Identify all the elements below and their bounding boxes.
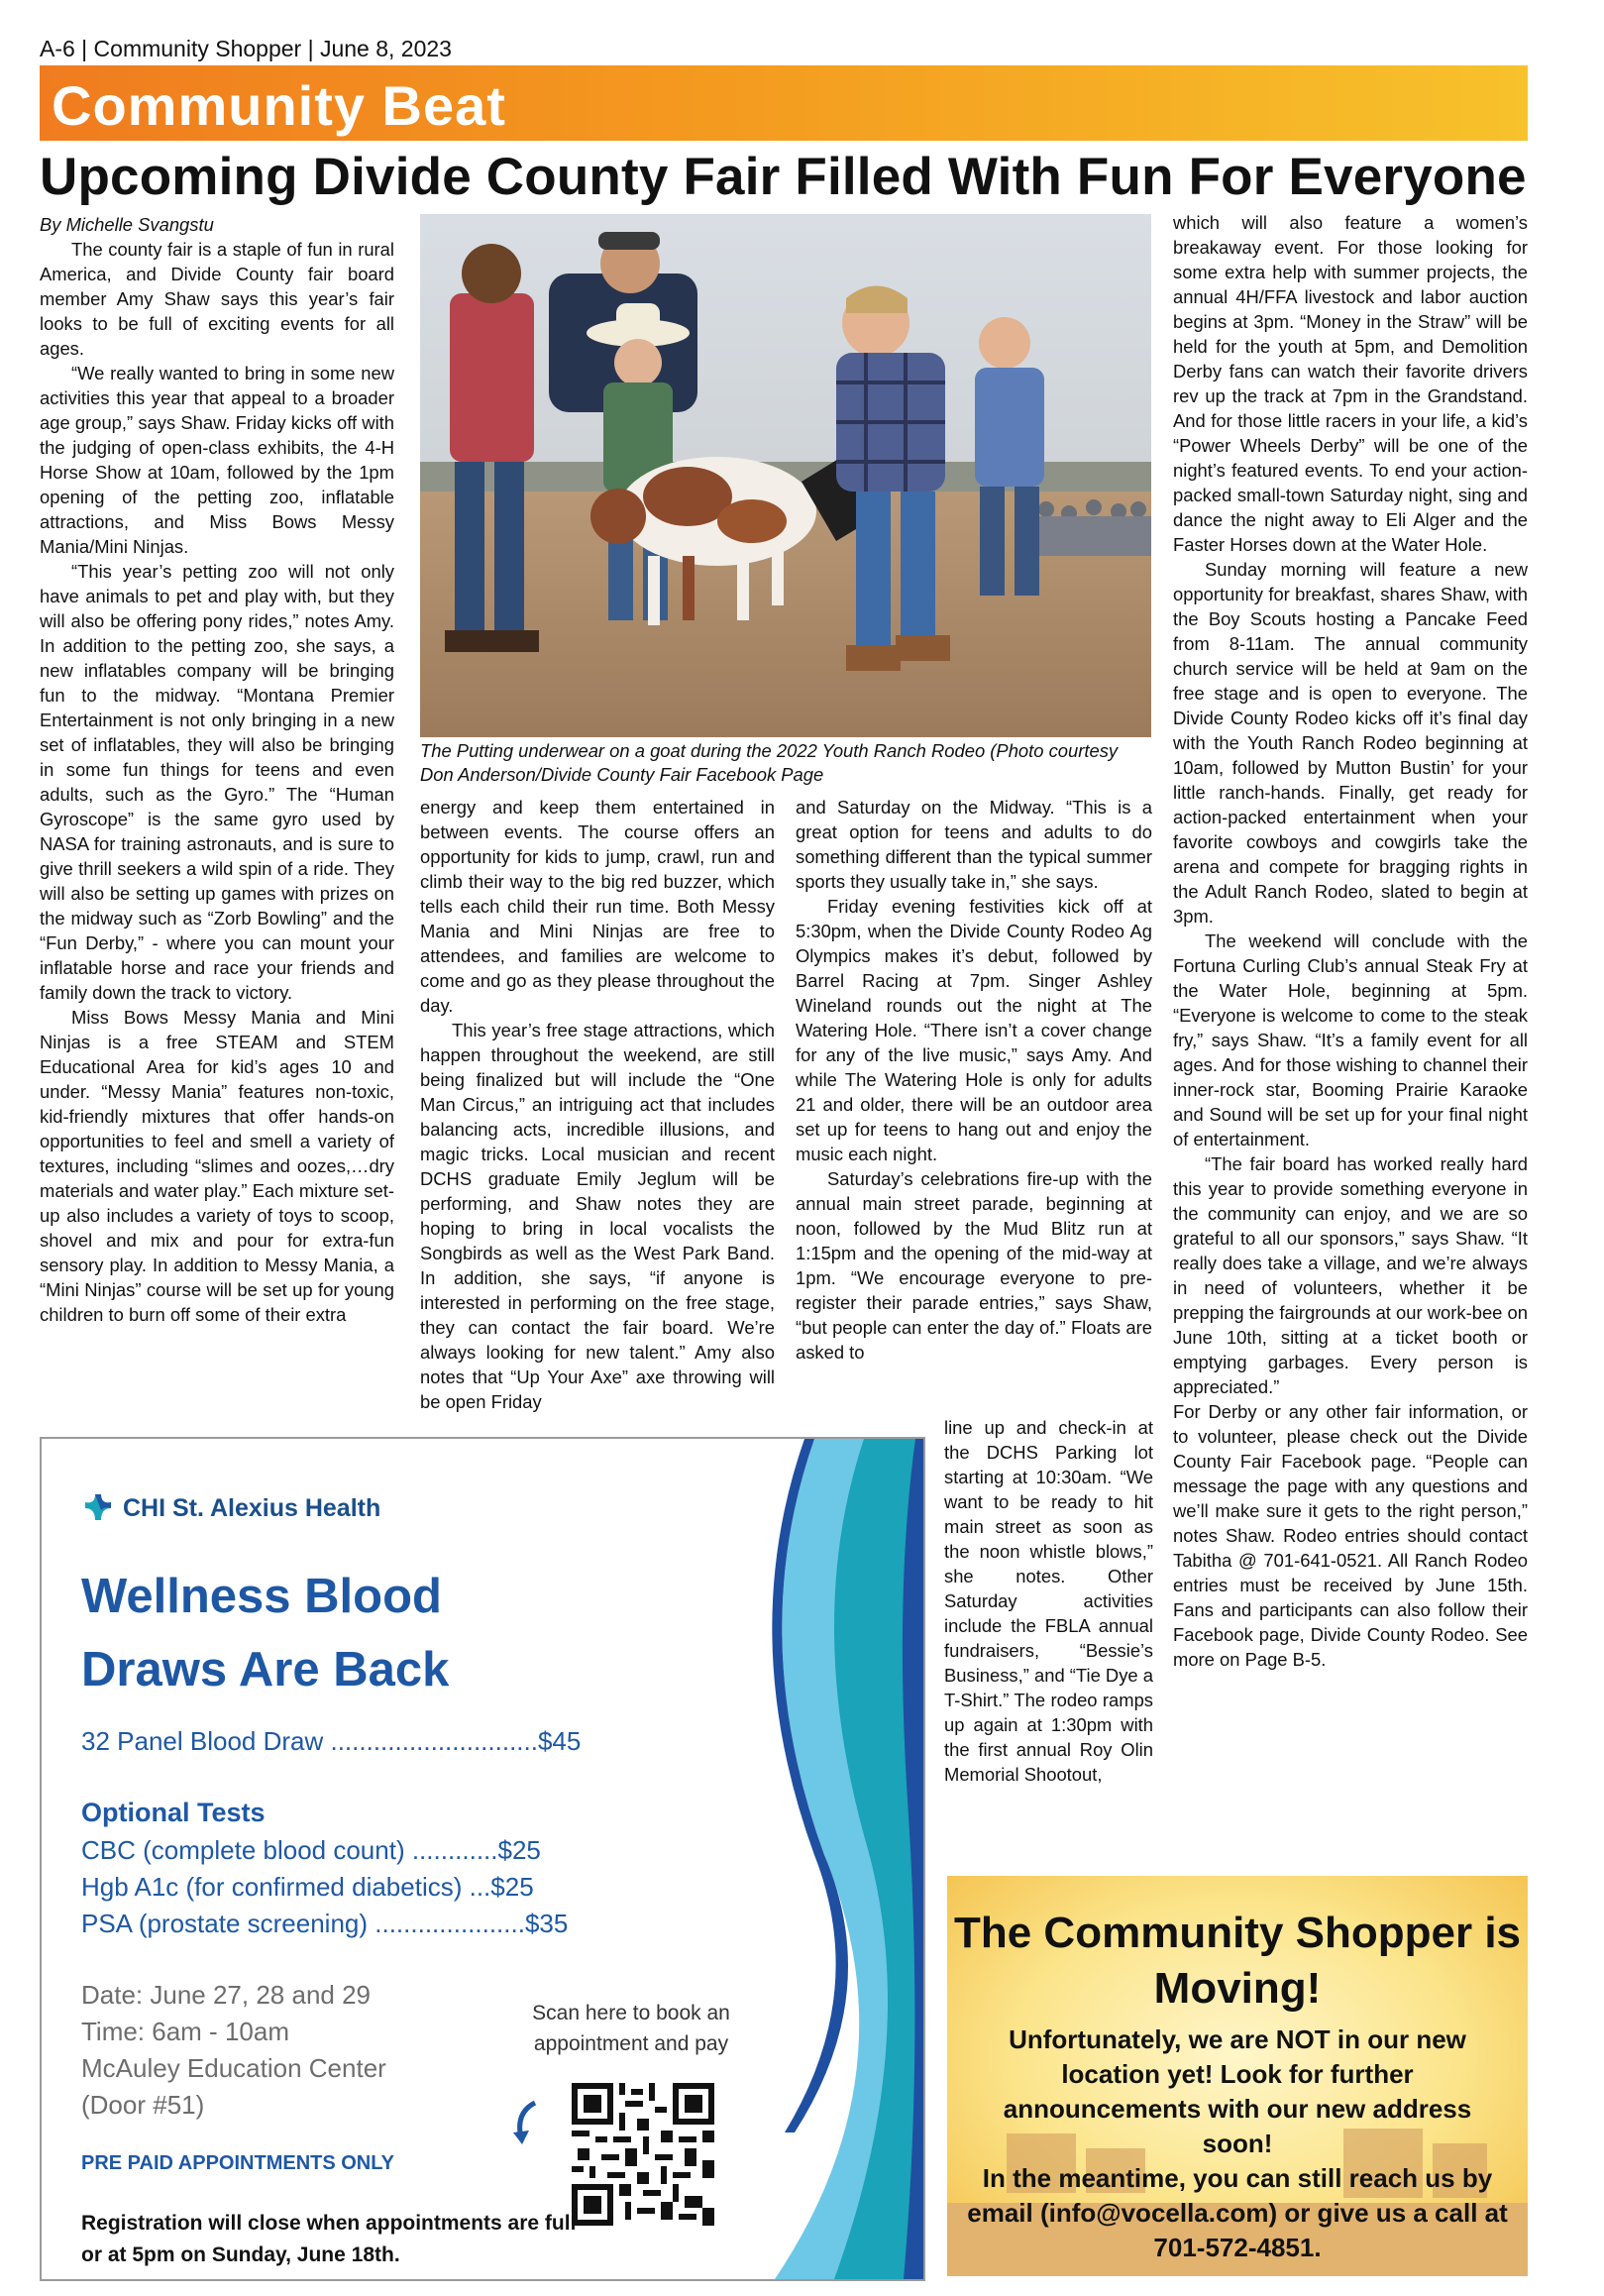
- article-headline: Upcoming Divide County Fair Filled With Fun For Everyone: [40, 148, 1527, 206]
- ad-title: Wellness Blood Draws Are Back: [81, 1570, 450, 1696]
- moving-notice-box: [947, 1876, 1528, 2276]
- article-paragraph: line up and check-in at the DCHS Parking lot starting at 10:30am. “We want to be ready to hit main street as soon as the noon whistle blows,” she notes. Other Saturday activities include the FBLA annual fundraisers, “Bessie’s Business,” and “Tie Dye a T-Shirt.” The rodeo ramps up again at 1:30pm with the first annual Roy Olin Memorial Shootout,: [944, 1417, 1153, 1785]
- notice-title: The Community Shopper is Moving!: [953, 1909, 1522, 2013]
- ad-registration-note: Registration will close when appointments are full or at 5pm on Sunday, June 18th.: [81, 2212, 577, 2266]
- article-paragraph: energy and keep them entertained in between events. The course offers an opportunity for kids to jump, crawl, run and climb their way to the big red buzzer, which tells each child their run time. Both Messy Mania and Mini Ninjas are free to attendees, and families are welcome to come and go as they please throughout the day.: [420, 797, 775, 1016]
- article-paragraph: “This year’s petting zoo will not only have animals to pet and play with, but they will also be offering pony rides,” notes Amy. In addition to the petting zoo, she says, a new inflatables company will be bringing fun to the midway. “Montana Premier Entertainment is not only bringing in a new set of inflatables, they will also be bringing in some fun things for teens and even adults, such as the Gyro.” The “Human Gyroscope” is the same gyro used by NASA for training astronauts, and is sure to give thrill seekers a wild spin of a ride. They will also be setting up games with prizes on the midway such as “Zorb Bowling” and the “Fun Derby,” - where you can mount your inflatable horse and race your friends and family down the track to victory.: [40, 561, 394, 1003]
- article-paragraph: “The fair board has worked really hard this year to provide something everyone in the community can enjoy, and we are so grateful to all our sponsors,” says Shaw. “It really does take a village, and we’re always in need of volunteers, whether it be prepping the fairgrounds at our work-bee on June 10th, sitting at a ticket booth or emptying garbages. Every person is appreciated.”: [1173, 1153, 1528, 1397]
- ad-prepaid-notice: PRE PAID APPOINTMENTS ONLY: [81, 2152, 394, 2174]
- article-paragraph: Sunday morning will feature a new opportunity for breakfast, shares Shaw, with the Boy Scouts hosting a Pancake Feed from 8-11am. The annual community church service will be held at 9am on the free stage and is open to everyone. The Divide County Rodeo kicks off it’s final day with the Youth Ranch Rodeo beginning at 10am, followed by Mutton Bustin’ for your little ranch-hands. Finally, get ready for action-packed entertainment when your favorite cowboys and cowgirls take the arena and compete for bragging rights in the Adult Ranch Rodeo, slated to begin at 3pm.: [1173, 559, 1528, 927]
- chi-cross-icon: [81, 1490, 115, 1524]
- article-column-2: [420, 795, 775, 1425]
- ad-date: Date: June 27, 28 and 29: [81, 1980, 372, 2010]
- article-paragraph: This year’s free stage attractions, which happen throughout the weekend, are still being finalized but will include the “One Man Circus,” an intriguing act that includes balancing acts, incredible illusions, and magic tricks. Local musician and recent DCHS graduate Emily Jeglum will be performing, and Shaw notes they are hoping to bring in local vocalists the Songbirds as well as the West Park Band. In addition, she says, “if anyone is interested in performing on the free stage, they can contact the fair board. We’re always looking for new talent.” Amy also notes that “Up Your Axe” axe throwing will be open Friday: [420, 1020, 775, 1412]
- ad-main-test: 32 Panel Blood Draw .............................$45: [81, 1726, 582, 1756]
- ad-time: Time: 6am - 10am: [81, 2017, 289, 2046]
- notice-body-contact: In the meantime, you can still reach us by email (info@vocella.com) or give us a call at 701-572-4851.: [967, 2163, 1508, 2262]
- ad-scan-text: Scan here to book an appointment and pay: [532, 2002, 730, 2055]
- article-paragraph: Miss Bows Messy Mania and Mini Ninjas is a free STEAM and STEM Educational Area for kid’s ages 10 and under. “Messy Mania” features non-toxic, kid-friendly mixtures that offer hands-on opportunities to feel and smell a variety of textures, including “slimes and oozes,…dry materials and water play.” Each mixture set-up also includes a variety of toys to scoop, shovel and mix and pour for extra-fun sensory play. In addition to Messy Mania, a “Mini Ninjas” course will be set up for young children to burn off some of their extra: [40, 1007, 394, 1325]
- ad-logo-text: CHI St. Alexius Health: [123, 1494, 381, 1522]
- blood-draw-advertisement: [40, 1437, 925, 2281]
- photo-caption: The Putting underwear on a goat during the 2022 Youth Ranch Rodeo (Photo courtesy Don Anderson/Divide County Fair Facebook Page: [420, 740, 1119, 785]
- ad-door: (Door #51): [81, 2090, 205, 2120]
- article-paragraph: which will also feature a women’s breakaway event. For those looking for some extra help with summer projects, the annual 4H/FFA livestock and labor auction begins at 3pm. “Money in the Straw” will be held for the youth at 5pm, and Demolition Derby fans can watch their favorite drivers rev up the track at 7pm in the Grandstand. And for those little racers in your life, a kid’s “Power Wheels Derby” will be one of the night’s featured events. To end your action-packed small-town Saturday night, sing and dance the night away to Eli Alger and the Faster Horses down at the Water Hole.: [1173, 212, 1528, 555]
- ad-optional-test: Hgb A1c (for confirmed diabetics) ...$25: [81, 1872, 534, 1902]
- qr-code-icon[interactable]: [572, 2083, 714, 2226]
- article-column-3-continued: [944, 1415, 1153, 1835]
- notice-body-text: Unfortunately, we are NOT in our new location yet! Look for further announcements with our new address soon!: [1003, 2024, 1472, 2158]
- article-paragraph: Friday evening festivities kick off at 5:30pm, when the Divide County Rodeo Ag Olympics makes it’s debut, followed by Barrel Racing at 7pm. Singer Ashley Wineland rounds out the night at The Watering Hole. “There isn’t a cover change for any of the live music,” says Amy. And while The Watering Hole is only for adults 21 and older, there will be an outdoor area set up for teens to hang out and enjoy the music each night.: [796, 896, 1152, 1164]
- ad-optional-heading: Optional Tests: [81, 1798, 266, 1827]
- article-paragraph: “We really wanted to bring in some new activities this year that appeal to a broader age group,” says Shaw. Friday kicks off with the judging of open-class exhibits, the 4-H Horse Show at 10am, followed by the 1pm opening of the petting zoo, inflatable attractions, and Miss Bows Messy Mania/Mini Ninjas.: [40, 363, 394, 557]
- curved-arrow-icon: [507, 2099, 547, 2148]
- ad-optional-test: PSA (prostate screening) .....................$35: [81, 1909, 569, 1938]
- page-folio: A-6 | Community Shopper | June 8, 2023: [40, 36, 452, 61]
- article-byline: By Michelle Svangstu: [40, 214, 214, 235]
- rodeo-photo: [420, 214, 1151, 737]
- ad-location: McAuley Education Center: [81, 2053, 386, 2083]
- notice-body: [967, 2023, 1508, 2265]
- article-paragraph: For Derby or any other fair information, or to volunteer, please check out the Divide County Fair Facebook page. “People can message the page with any questions and we’ll make sure it gets to the right person,” notes Shaw. Rodeo entries should contact Tabitha @ 701-641-0521. All Ranch Rodeo entries must be received by June 15th. Fans and participants can also follow their Facebook page, Divide County Rodeo. See more on Page B-5.: [1173, 1401, 1528, 1670]
- section-title: Community Beat: [52, 74, 506, 137]
- article-paragraph: The weekend will conclude with the Fortuna Curling Club’s annual Steak Fry at the Water Hole, beginning at 5pm. “Everyone is welcome to come to the steak fry,” says Shaw. “It’s a family event for all ages. And for those wishing to channel their inner-rock star, Booming Prairie Karaoke and Sound will be set up for your final night of entertainment.: [1173, 930, 1528, 1149]
- ad-optional-test: CBC (complete blood count) ............$25: [81, 1835, 541, 1865]
- article-paragraph: and Saturday on the Midway. “This is a great option for teens and adults to do something different than the typical summer sports they usually take in,” she says.: [796, 797, 1152, 892]
- article-column-1: [40, 212, 394, 1427]
- rodeo-photo-illustration: [420, 214, 1151, 737]
- article-paragraph: The county fair is a staple of fun in rural America, and Divide County fair board member Amy Shaw says this year’s fair looks to be full of exciting events for all ages.: [40, 239, 394, 359]
- article-column-4: [1173, 210, 1528, 1825]
- article-column-3: [796, 795, 1152, 1419]
- article-paragraph: Saturday’s celebrations fire-up with the annual main street parade, beginning at noon, followed by the Mud Blitz run at 1:15pm and the opening of the mid-way at 1pm. “We encourage everyone to pre-register their parade entries,” says Shaw, “but people can enter the day of.” Floats are asked to: [796, 1168, 1152, 1363]
